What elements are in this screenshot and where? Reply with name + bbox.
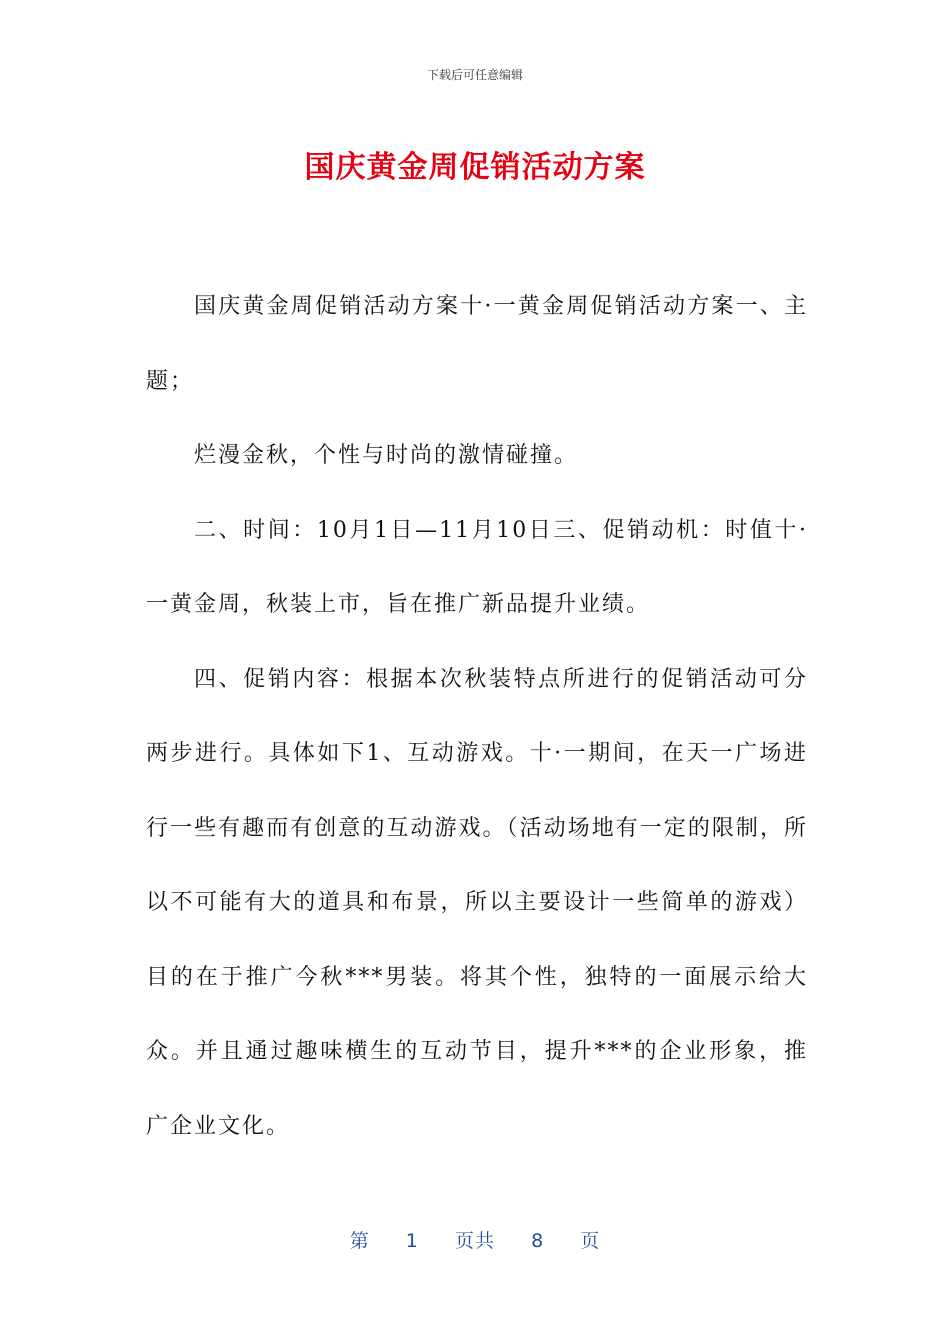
document-body (146, 270, 808, 1164)
paragraph: 二、时间：10月1日—11月10日三、促销动机：时值十·一黄金周，秋装上市，旨在推广新品提升业绩。 (146, 517, 808, 617)
paragraph: 国庆黄金周促销活动方案十·一黄金周促销活动方案一、主题； (146, 294, 808, 394)
footer-middle: 页共 (454, 1230, 495, 1252)
footer-prefix: 第 (349, 1230, 370, 1252)
footer-total-pages: 8 (531, 1230, 545, 1252)
footer-current-page: 1 (405, 1230, 419, 1252)
paragraph: 烂漫金秋，个性与时尚的激情碰撞。 (194, 443, 579, 468)
document-title: 国庆黄金周促销活动方案 (304, 150, 646, 185)
footer-suffix: 页 (580, 1230, 601, 1252)
page-footer (0, 1226, 950, 1253)
paragraph: 四、促销内容：根据本次秋装特点所进行的促销活动可分两步进行。具体如下1、互动游戏。十·一期间，在天一广场进行一些有趣而有创意的互动游戏。（活动场地有一定的限制，所以不可能有大的道具和布景，所以主要设计一些简单的游戏）目的在于推广今秋***男装。将其个性，独特的一面展示给大众。并且通过趣味横生的互动节目，提升***的企业形象，推广企业文化。 (146, 666, 808, 1139)
header-note: 下载后可任意编辑 (426, 68, 523, 82)
